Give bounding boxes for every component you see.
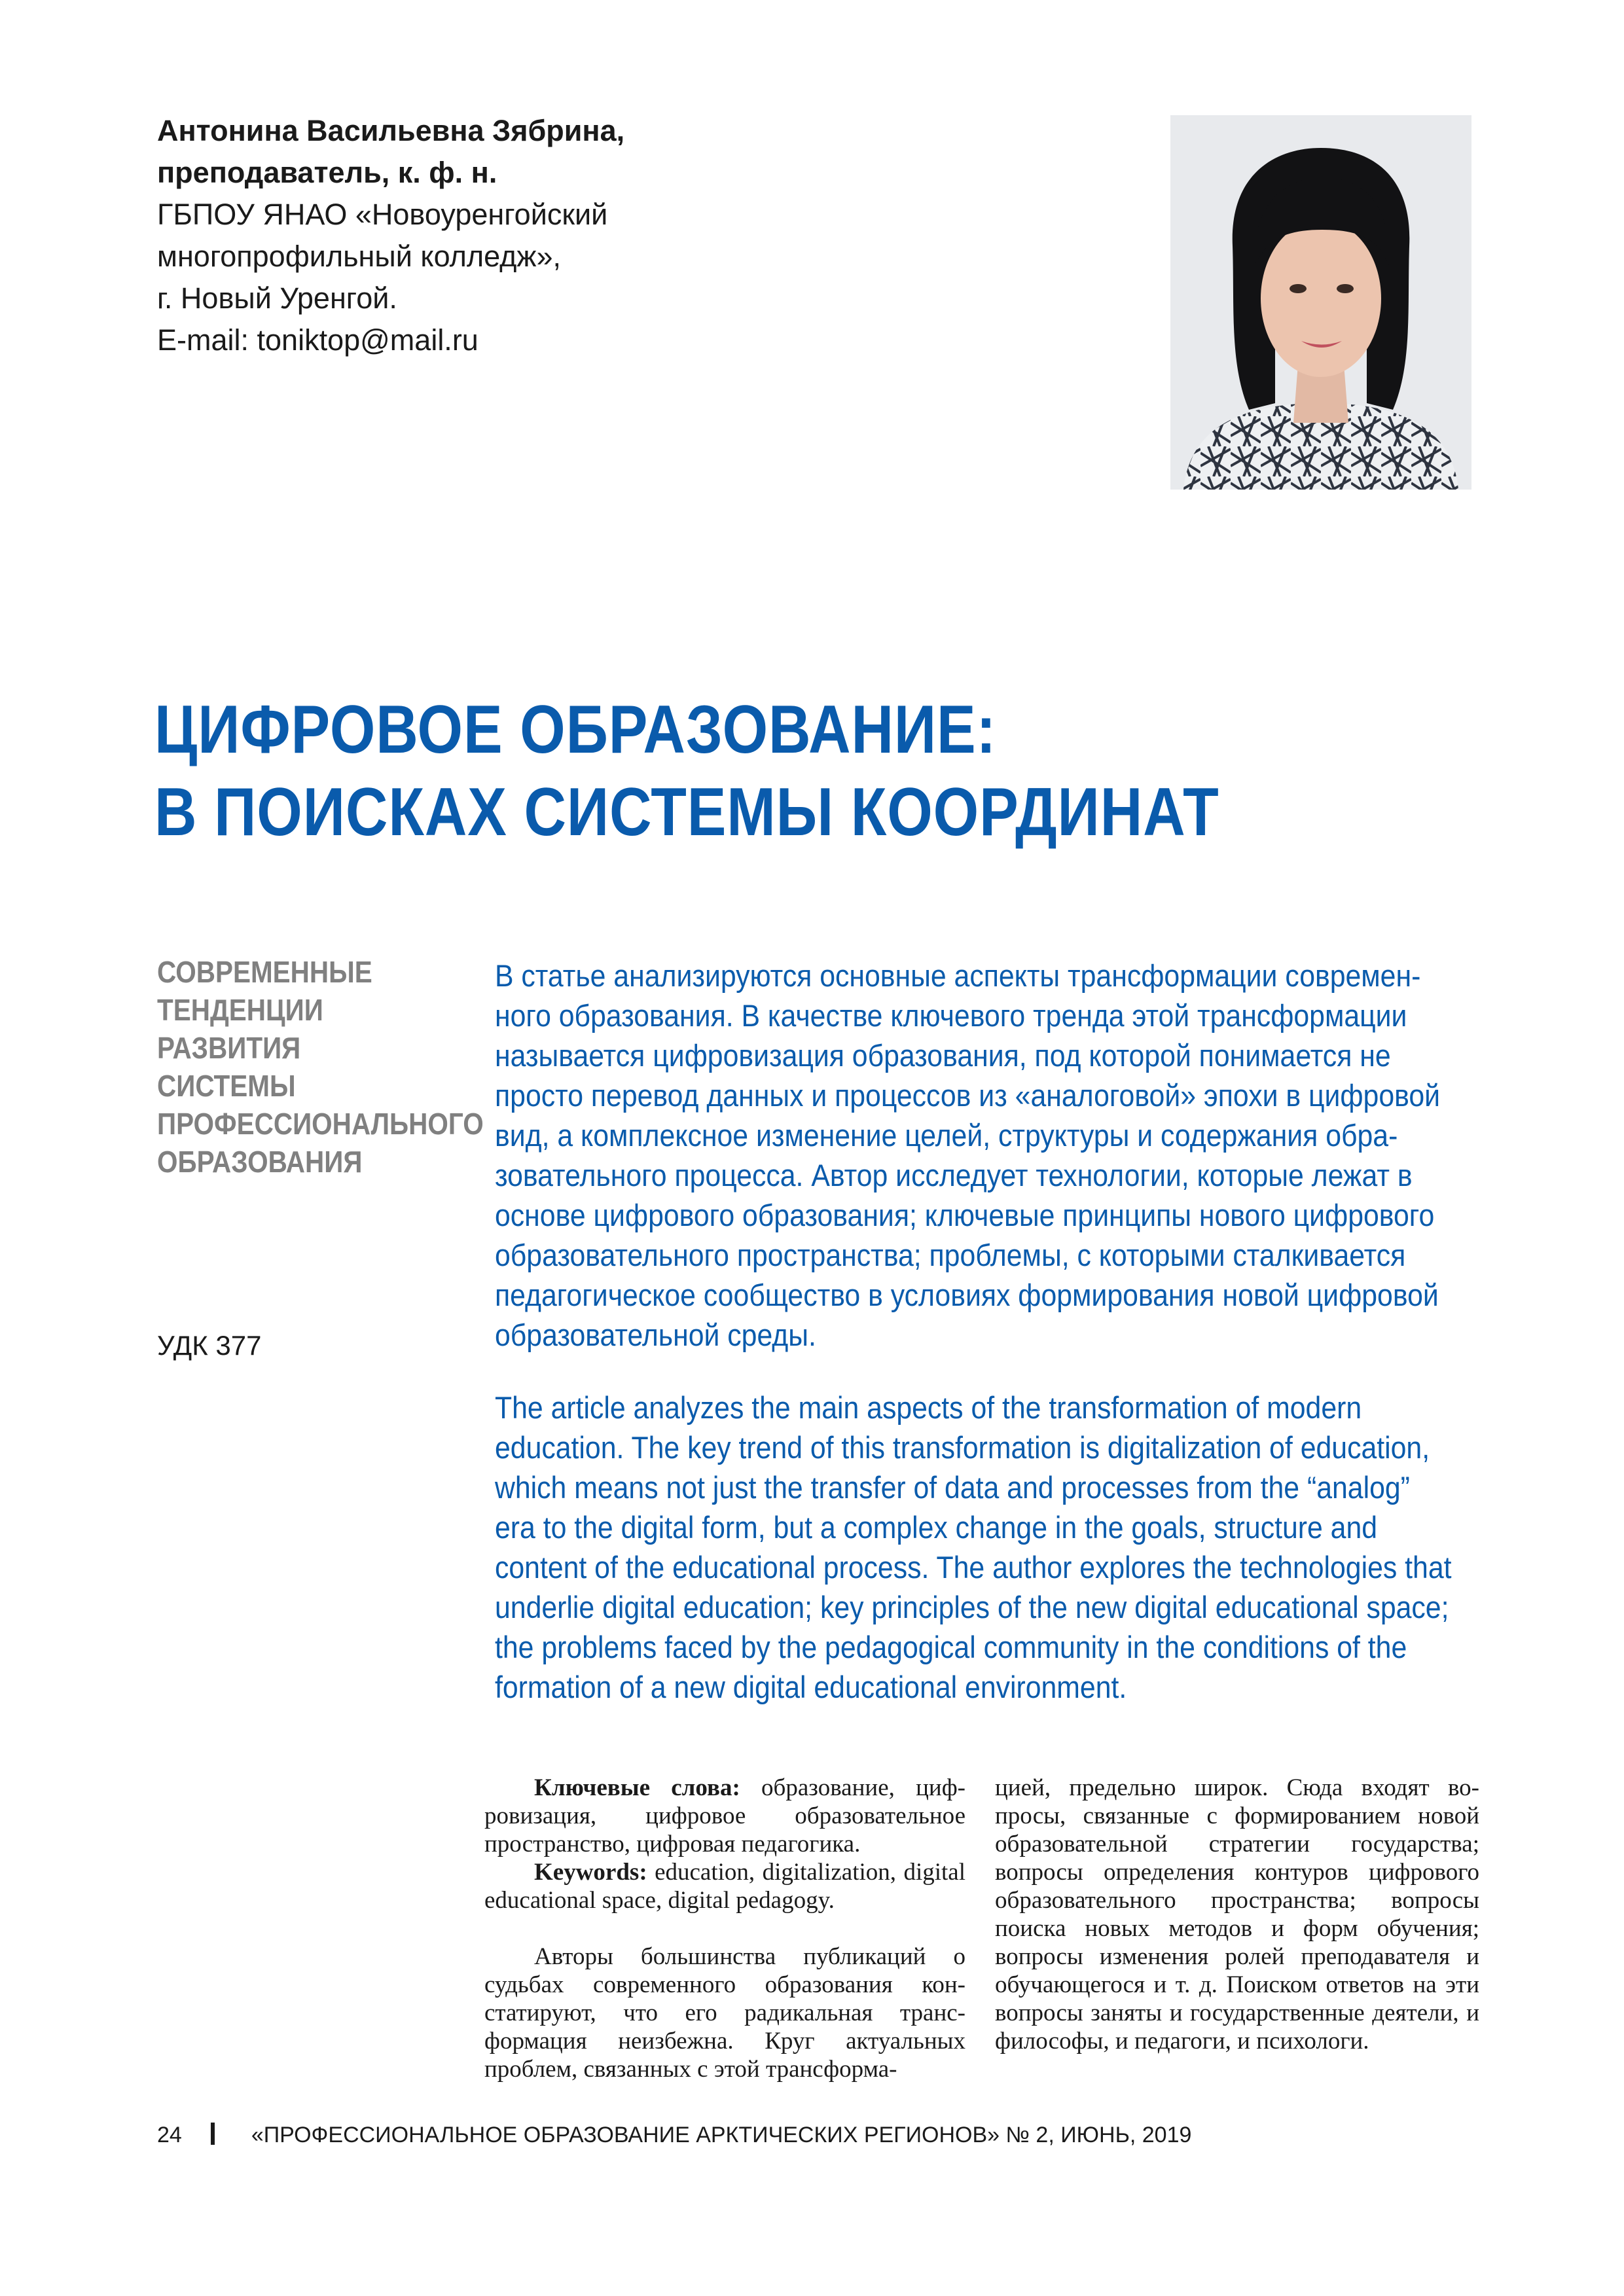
- article-title-line2: В ПОИСКАХ СИСТЕМЫ КООРДИНАТ: [154, 774, 1219, 850]
- section-rubric: [157, 953, 484, 1181]
- abstract-line: formation of a new digital educational environment.: [495, 1670, 1127, 1704]
- article-title-line1: ЦИФРОВОЕ ОБРАЗОВАНИЕ:: [154, 692, 997, 768]
- footer-separator: [211, 2123, 215, 2145]
- keywords-english: [484, 1858, 965, 1914]
- author-name: Антонина Васильевна Зябрина,: [157, 114, 625, 147]
- abstract-line: The article analyzes the main aspects of the transformation of modern: [495, 1390, 1362, 1425]
- abstract-line: which means not just the transfer of data and processes from the “analog”: [495, 1470, 1410, 1505]
- abstract-line: педагогическое сообщество в условиях формирования новой цифровой: [495, 1278, 1439, 1312]
- keywords-english-text: education, digitalization, digital educational space, digital pedagogy.: [484, 1859, 965, 1914]
- keywords-russian-label: Ключевые слова:: [534, 1774, 740, 1801]
- body-paragraph: Авторы большинства публикаций о судьбах современного образования констатируют, что его радикальная трансформация неизбежна. Круг актуальных проблем, связанных с этой трансформа-: [484, 1943, 965, 2083]
- section-rubric-line: ОБРАЗОВАНИЯ: [157, 1145, 363, 1179]
- abstract-line: era to the digital form, but a complex change in the goals, structure and: [495, 1510, 1378, 1545]
- abstract-line: underlie digital education; key principles of the new digital educational space;: [495, 1590, 1449, 1624]
- abstract-line: основе цифрового образования; ключевые принципы нового цифрового: [495, 1198, 1435, 1232]
- section-rubric-line: РАЗВИТИЯ СИСТЕМЫ: [157, 1031, 301, 1103]
- abstract-line: называется цифровизация образования, под которой понимается не: [495, 1038, 1391, 1073]
- author-email: E-mail: toniktop@mail.ru: [157, 323, 478, 357]
- author-portrait-icon: [1170, 115, 1471, 490]
- abstract-line: content of the educational process. The author explores the technologies that: [495, 1550, 1452, 1585]
- page-number: 24: [157, 2123, 182, 2147]
- author-position: преподаватель, к. ф. н.: [157, 156, 497, 189]
- abstract-line: the problems faced by the pedagogical community in the conditions of the: [495, 1630, 1407, 1664]
- body-column-left: [484, 1774, 965, 2083]
- body-column-right: [995, 1774, 1479, 2055]
- journal-reference: «ПРОФЕССИОНАЛЬНОЕ ОБРАЗОВАНИЕ АРКТИЧЕСКИХ РЕГИОНОВ» № 2, ИЮНЬ, 2019: [251, 2123, 1192, 2147]
- abstract-line: вид, а комплексное изменение целей, структуры и содержания обра-: [495, 1118, 1398, 1153]
- body-paragraph-continued: цией, предельно широк. Сюда входят вопросы, связанные с формированием новой образовательной стратегии государства; вопросы определения контуров цифрового образовательного пространства; вопросы поиска новых методов и форм обучения; вопросы изменения ролей преподавателя и обучающегося и т. д. Поиском ответов на эти вопросы заняты и государственные деятели, и философы, и педагоги, и психологи.: [995, 1774, 1479, 2054]
- abstract-line: просто перевод данных и процессов из «аналоговой» эпохи в цифровой: [495, 1078, 1441, 1113]
- abstract-line: образовательной среды.: [495, 1318, 816, 1352]
- udc-code: УДК 377: [157, 1330, 262, 1361]
- abstract-russian: [495, 956, 1477, 1355]
- section-rubric-line: ТЕНДЕНЦИИ: [157, 993, 323, 1027]
- abstract-line: образовательного пространства; проблемы, с которыми сталкивается: [495, 1238, 1406, 1272]
- article-title: [154, 689, 1337, 853]
- author-info: [157, 110, 1139, 361]
- keywords-russian: [484, 1774, 965, 1858]
- keywords-english-label: Keywords:: [534, 1859, 647, 1886]
- section-rubric-line: ПРОФЕССИОНАЛЬНОГО: [157, 1107, 484, 1141]
- abstract-line: В статье анализируются основные аспекты трансформации современ-: [495, 958, 1421, 993]
- abstract-line: ного образования. В качестве ключевого тренда этой трансформации: [495, 998, 1407, 1033]
- page-footer: [157, 2121, 1191, 2149]
- author-organization-line1: ГБПОУ ЯНАО «Новоуренгойский: [157, 198, 608, 231]
- abstract-line: education. The key trend of this transformation is digitalization of education,: [495, 1430, 1430, 1465]
- author-organization-line2: многопрофильный колледж»,: [157, 240, 562, 273]
- abstract-english: [495, 1388, 1477, 1707]
- keywords-russian-text: образование, цифровизация, цифровое образовательное пространство, цифровая педагогика.: [484, 1774, 965, 1857]
- abstract-line: зовательного процесса. Автор исследует технологии, которые лежат в: [495, 1158, 1413, 1193]
- author-portrait-photo: [1170, 115, 1471, 490]
- author-city: г. Новый Уренгой.: [157, 281, 397, 315]
- section-rubric-line: СОВРЕМЕННЫЕ: [157, 955, 372, 989]
